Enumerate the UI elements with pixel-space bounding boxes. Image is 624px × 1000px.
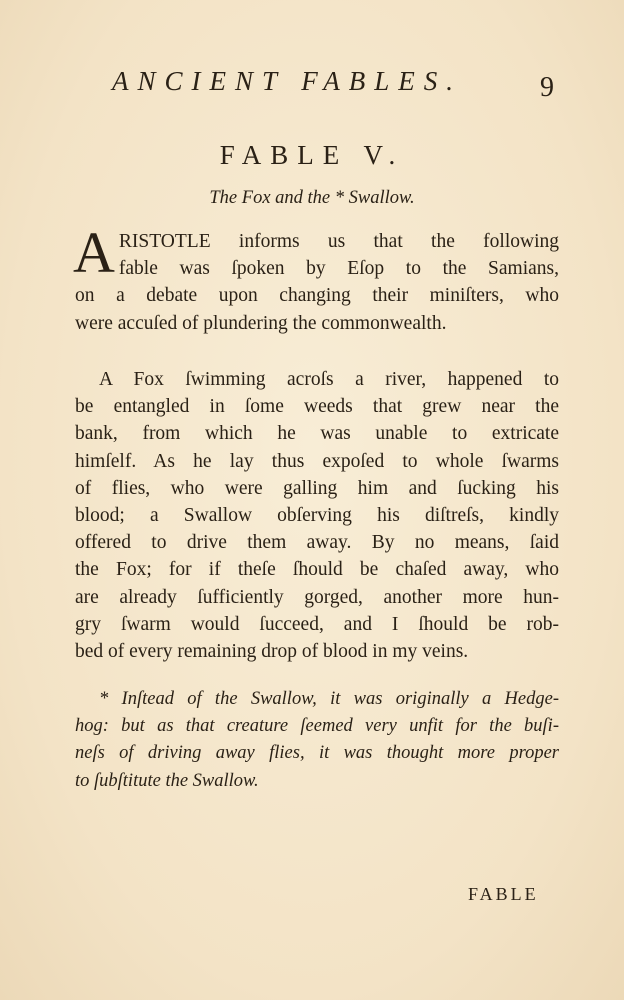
text-line: A Fox ſwimming acroſs a river, happened to xyxy=(99,369,559,390)
footnote-line: neſs of driving away flies, it was thought more proper xyxy=(75,743,559,764)
text-line: gry ſwarm would ſucceed, and I ſhould be rob- xyxy=(75,613,559,635)
text-line: fable was ſpoken by Eſop to the Samians, xyxy=(118,258,559,280)
text-line: be entangled in ſome weeds that grew near the xyxy=(75,396,559,418)
text-line: of flies, who were galling him and ſucking his xyxy=(75,477,559,499)
fable-title: FABLE V. xyxy=(219,140,405,170)
drop-cap: A xyxy=(73,220,115,285)
text-line: offered to drive them away. By no means, ſaid xyxy=(75,532,559,554)
intro-paragraph xyxy=(73,220,559,337)
text-line: RISTOTLE informs us that the following xyxy=(118,231,559,252)
page-number: 9 xyxy=(540,72,554,103)
catchword: FABLE xyxy=(468,884,539,904)
running-head: ANCIENT FABLES. xyxy=(112,66,463,96)
fable-subtitle: The Fox and the * Swallow. xyxy=(209,188,415,208)
text-line: the Fox; for if theſe ſhould be chaſed away, who xyxy=(75,559,559,581)
footnote xyxy=(75,686,559,795)
text-line: were accuſed of plundering the commonwealth. xyxy=(75,312,447,334)
footnote-line: * Inſtead of the Swallow, it was originally a Hedge- xyxy=(99,689,559,709)
text-line: himſelf. As he lay thus expoſed to whole ſwarms xyxy=(75,450,559,472)
footnote-line: hog: but as that creature ſeemed very unfit for the buſi- xyxy=(75,716,559,737)
text-line: are already ſufficiently gorged, another more hun- xyxy=(75,586,559,608)
text-line: on a debate upon changing their miniſters, who xyxy=(75,285,559,307)
footnote-line: to ſubſtitute the Swallow. xyxy=(75,770,259,791)
text-line: bed of every remaining drop of blood in my veins. xyxy=(75,640,469,662)
text-line: blood; a Swallow obſerving his diſtreſs, kindly xyxy=(75,504,559,526)
text-line: bank, from which he was unable to extricate xyxy=(75,423,559,445)
fable-paragraph xyxy=(75,366,559,665)
